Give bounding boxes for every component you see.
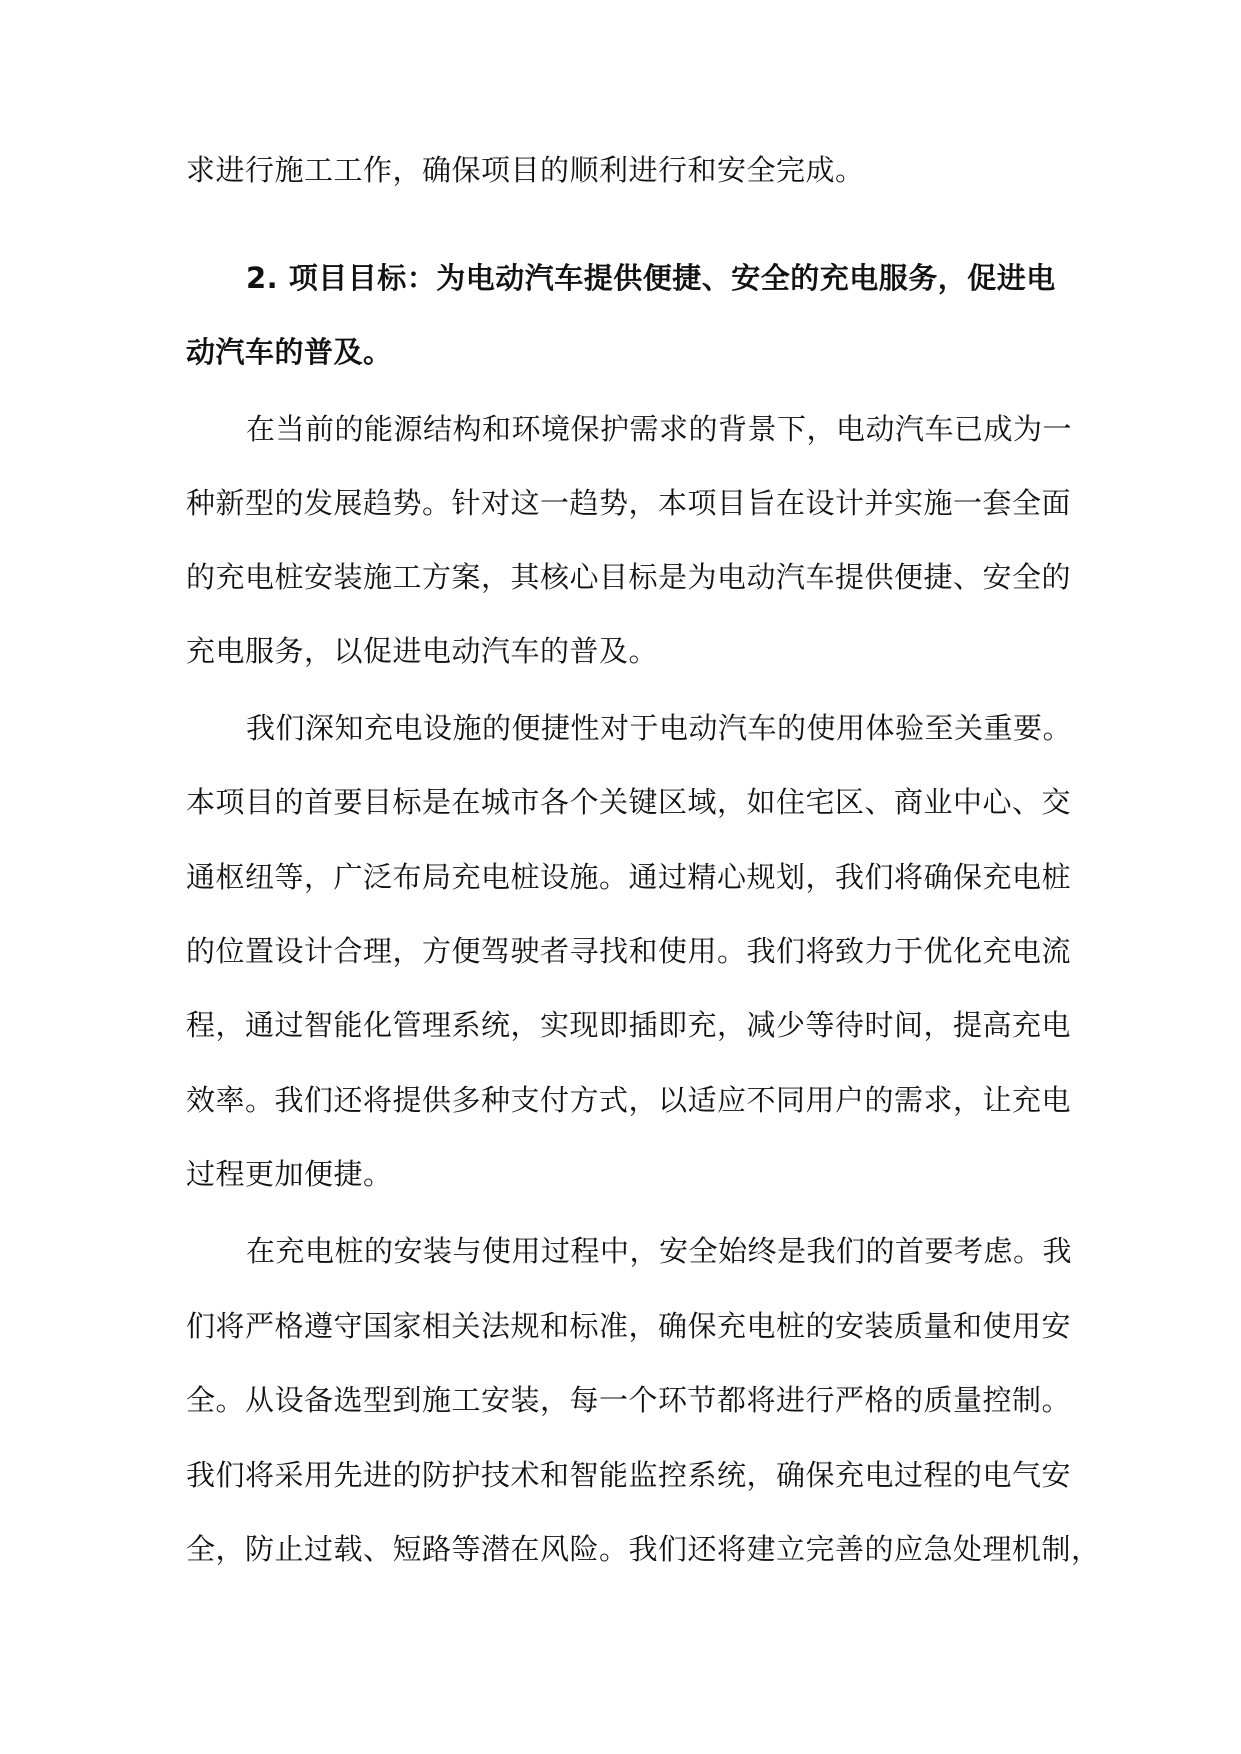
paragraph-3-line-5: 全，防止过载、短路等潜在风险。我们还将建立完善的应急处理机制， [186,1532,1101,1566]
section-heading-line-1: 2. 项目目标：为电动汽车提供便捷、安全的充电服务，促进电 [246,261,1056,295]
paragraph-2-line-3: 通枢纽等，广泛布局充电桩设施。通过精心规划，我们将确保充电桩 [186,860,1072,894]
paragraph-1-line-1: 在当前的能源结构和环境保护需求的背景下，电动汽车已成为一 [246,412,1073,446]
paragraph-2-line-7: 过程更加便捷。 [186,1157,393,1191]
paragraph-1-line-2: 种新型的发展趋势。针对这一趋势，本项目旨在设计并实施一套全面 [186,486,1072,520]
paragraph-1-line-3: 的充电桩安装施工方案，其核心目标是为电动汽车提供便捷、安全的 [186,560,1072,594]
paragraph-2-line-5: 程，通过智能化管理系统，实现即插即充，减少等待时间，提高充电 [186,1008,1072,1042]
paragraph-3-line-2: 们将严格遵守国家相关法规和标准，确保充电桩的安装质量和使用安 [186,1309,1072,1343]
paragraph-1-line-4: 充电服务，以促进电动汽车的普及。 [186,634,659,668]
paragraph-2-line-1: 我们深知充电设施的便捷性对于电动汽车的使用体验至关重要。 [246,711,1073,745]
paragraph-2-line-6: 效率。我们还将提供多种支付方式，以适应不同用户的需求，让充电 [186,1083,1072,1117]
paragraph-3-line-3: 全。从设备选型到施工安装，每一个环节都将进行严格的质量控制。 [186,1383,1072,1417]
section-heading-line-2: 动汽车的普及。 [186,335,393,369]
paragraph-continuation-line: 求进行施工工作，确保项目的顺利进行和安全完成。 [186,153,865,187]
paragraph-3-line-4: 我们将采用先进的防护技术和智能监控系统，确保充电过程的电气安 [186,1458,1072,1492]
paragraph-2-line-2: 本项目的首要目标是在城市各个关键区域，如住宅区、商业中心、交 [186,785,1072,819]
paragraph-3-line-1: 在充电桩的安装与使用过程中，安全始终是我们的首要考虑。我 [246,1234,1073,1268]
paragraph-2-line-4: 的位置设计合理，方便驾驶者寻找和使用。我们将致力于优化充电流 [186,934,1072,968]
